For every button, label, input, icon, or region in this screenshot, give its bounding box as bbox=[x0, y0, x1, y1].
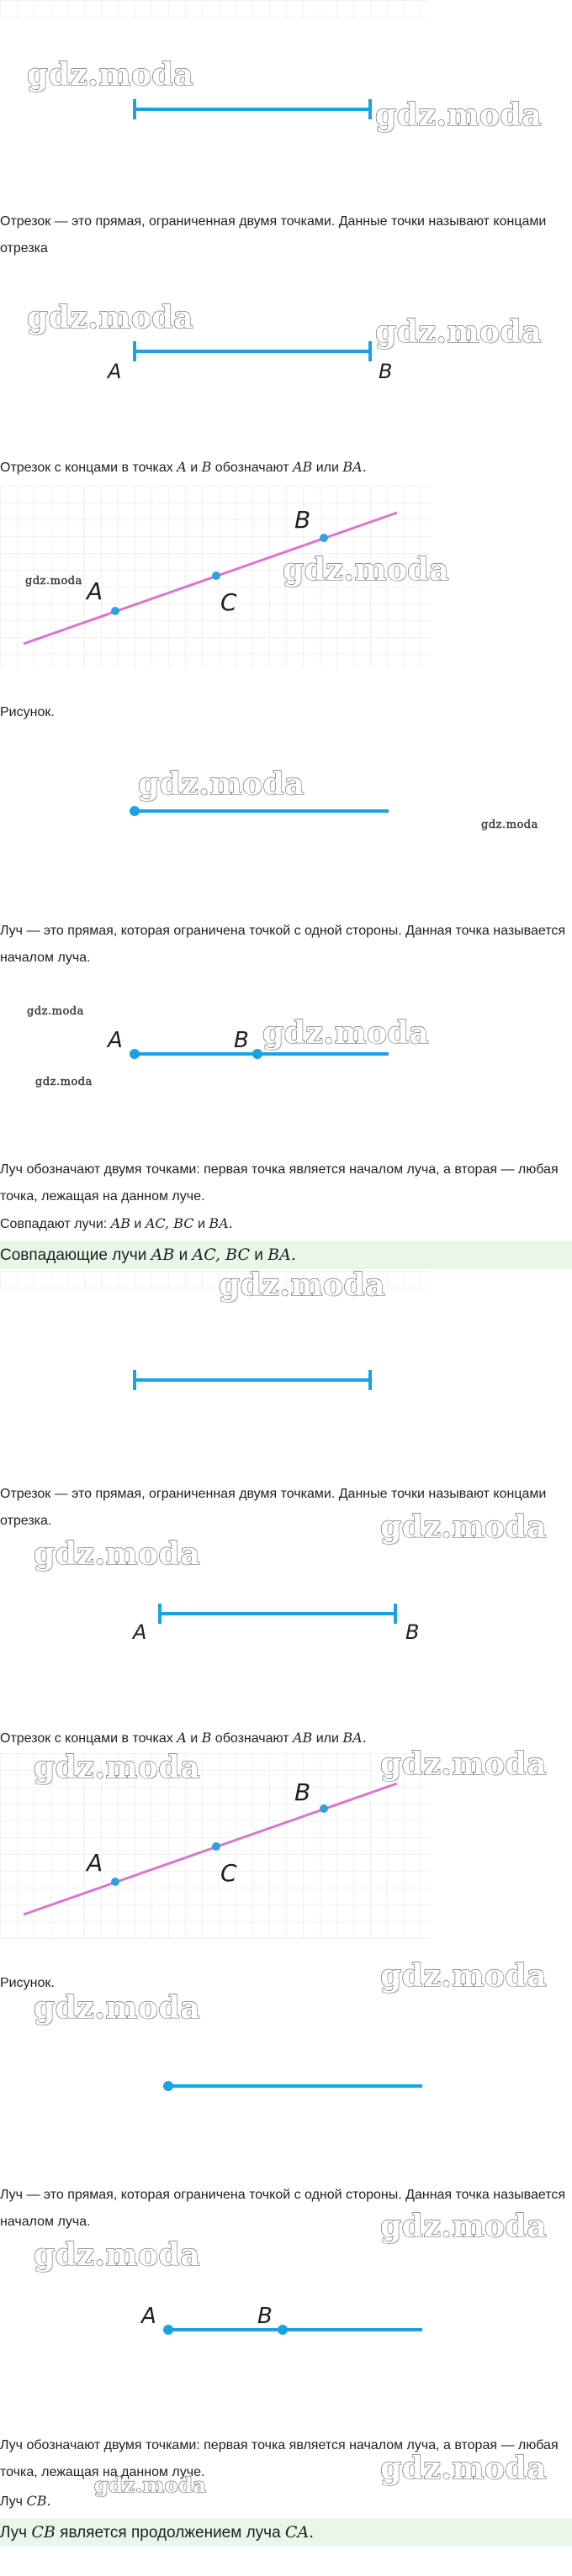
paragraph-ray-definition-2: Луч — это прямая, которая ограничена точкой с одной стороны. Данная точка называется началом луча. bbox=[0, 2188, 566, 2229]
watermark: gdz.moda bbox=[380, 1509, 547, 1545]
svg-text:A: A bbox=[133, 1620, 147, 1644]
watermark: gdz.moda bbox=[380, 2209, 547, 2244]
paragraph-ray-notation-2: Луч обозначают двумя точками: первая точка является началом луча, а вторая — любая точка, лежащая на данном луче. bbox=[0, 2438, 559, 2479]
ray-figure-2 bbox=[160, 2078, 429, 2094]
watermark: gdz.moda bbox=[380, 1958, 547, 1994]
highlight-coinciding-rays: Совпадающие лучи AB и AC, BC и BA. bbox=[0, 1241, 572, 1269]
segment-figure-2 bbox=[126, 1363, 379, 1397]
watermark: gdz.moda bbox=[375, 314, 542, 350]
grid-strip-top bbox=[0, 0, 429, 18]
paragraph-coinciding-rays: Совпадают лучи: AB и AC, BC и BA. bbox=[0, 1215, 233, 1231]
ray-figure-1 bbox=[126, 803, 395, 819]
svg-text:C: C bbox=[220, 1859, 237, 1887]
svg-text:B: B bbox=[257, 2304, 273, 2329]
segment-figure-1 bbox=[126, 92, 379, 126]
paragraph-ray-cb: Луч CB. bbox=[0, 2493, 51, 2509]
svg-text:A: A bbox=[87, 1849, 103, 1877]
svg-text:B: B bbox=[294, 1778, 311, 1806]
watermark: gdz.moda bbox=[380, 1746, 547, 1782]
paragraph-figure: Рисунок. bbox=[0, 705, 55, 719]
paragraph-ray-notation: Луч обозначают двумя точками: первая точка является началом луча, а вторая — любая точка, лежащая на данном луче. bbox=[0, 1162, 559, 1204]
segment-ab-figure-2 bbox=[126, 1597, 437, 1647]
svg-text:A: A bbox=[141, 2304, 156, 2329]
paragraph-segment-definition: Отрезок — это прямая, ограниченная двумя точками. Данные точки называют концами отрезка bbox=[0, 214, 547, 255]
watermark: gdz.moda bbox=[219, 1267, 385, 1303]
watermark: gdz.moda bbox=[27, 1005, 84, 1018]
watermark: gdz.moda bbox=[35, 1076, 93, 1088]
watermark: gdz.moda bbox=[262, 1015, 429, 1051]
svg-text:C: C bbox=[220, 588, 237, 616]
paragraph-segment-definition-2: Отрезок — это прямая, ограниченная двумя точками. Данные точки называют концами отрезка. bbox=[0, 1487, 547, 1528]
paragraph-segment-notation-2: Отрезок с концами в точках A и B обозначают AB или BA. bbox=[0, 1730, 367, 1746]
watermark: gdz.moda bbox=[25, 575, 82, 587]
watermark: gdz.moda bbox=[94, 2473, 207, 2497]
label-a: A bbox=[108, 360, 122, 383]
paragraph-segment-notation: Отрезок с концами в точках A и B обозначают AB или BA. bbox=[0, 459, 367, 475]
watermark: gdz.moda bbox=[34, 2237, 200, 2273]
watermark: gdz.moda bbox=[27, 300, 193, 335]
watermark: gdz.moda bbox=[380, 2451, 547, 2486]
watermark: gdz.moda bbox=[375, 97, 542, 133]
paragraph-figure-2: Рисунок. bbox=[0, 1976, 55, 1990]
svg-text:A: A bbox=[87, 577, 103, 605]
watermark: gdz.moda bbox=[283, 552, 449, 587]
watermark: gdz.moda bbox=[34, 1990, 200, 2026]
ray-ab-figure-2 bbox=[135, 2294, 437, 2345]
paragraph-ray-definition: Луч — это прямая, которая ограничена точкой с одной стороны. Данная точка называется началом луча. bbox=[0, 924, 566, 965]
watermark: gdz.moda bbox=[27, 57, 193, 92]
svg-text:A: A bbox=[108, 1028, 123, 1053]
highlight-ray-continuation: Луч CB является продолжением луча CA. bbox=[0, 2518, 572, 2547]
svg-text:B: B bbox=[405, 1620, 420, 1644]
watermark: gdz.moda bbox=[34, 1536, 200, 1572]
label-b: B bbox=[379, 360, 393, 383]
watermark: gdz.moda bbox=[34, 1750, 200, 1785]
svg-text:B: B bbox=[294, 506, 311, 534]
watermark: gdz.moda bbox=[138, 766, 305, 802]
svg-text:B: B bbox=[234, 1028, 249, 1053]
segment-ab-figure-1 bbox=[101, 336, 404, 387]
watermark: gdz.moda bbox=[481, 819, 538, 831]
